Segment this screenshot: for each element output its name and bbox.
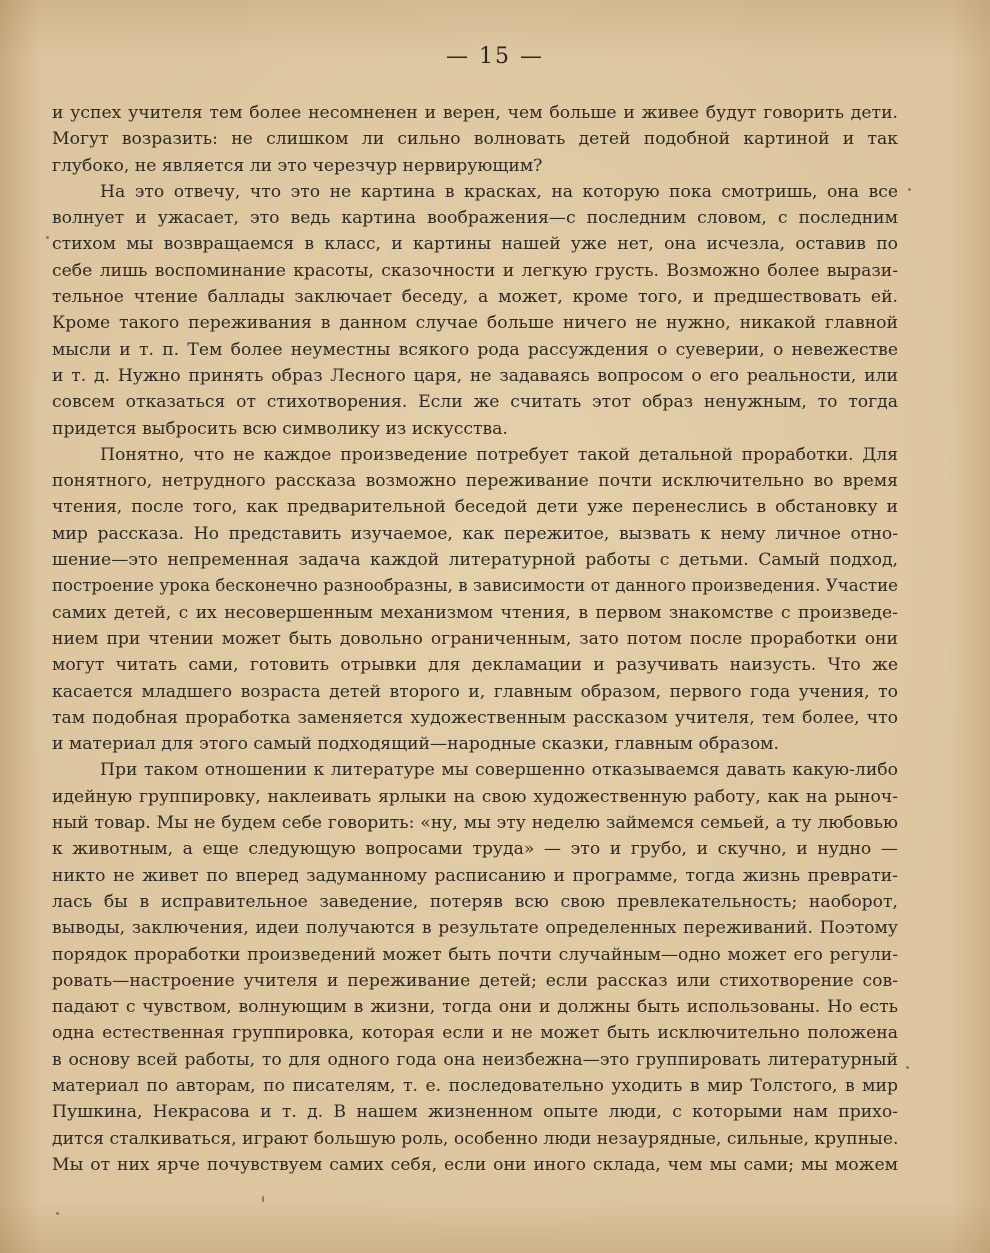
text-line: лась бы в исправительное заведение, потеряв всю свою превлекательность; наоборот, [52,891,898,912]
text-line: мир рассказа. Но представить изучаемое, как пережитое, вызвать к нему личное отно- [52,523,898,544]
text-line: касается младшего возраста детей второго и, главным образом, первого года учения, то [52,681,898,702]
text-line: мысли и т. п. Тем более неуместны всякого рода рассуждения о суеверии, о невежестве [52,339,898,360]
page-number: — 15 — [446,44,544,69]
paper-speck [262,1196,264,1202]
text-line: понятного, нетрудного рассказа возможно переживание почти исключительно во время [52,471,898,492]
text-line: Пушкина, Некрасова и т. д. В нашем жизненном опыте люди, с которыми нам прихо- [52,1102,898,1123]
text-line: При таком отношении к литературе мы совершенно отказываемся давать какую-либо [100,760,898,781]
text-line: ровать—настроение учителя и переживание детей; если рассказ или стихотворение сов- [52,970,898,991]
paper-speck [56,1212,59,1215]
text-line: и материал для этого самый подходящий—народные сказки, главным образом. [52,734,780,755]
text-line: ный товар. Мы не будем себе говорить: «ну, мы эту неделю займемся семьей, а ту любовью [52,813,898,834]
text-line: самих детей, с их несовершенным механизмом чтения, в первом знакомстве с произведе- [52,602,898,623]
text-line: шение—это непременная задача каждой литературной работы с детьми. Самый подход, [52,550,898,571]
text-line: там подобная проработка заменяется художественным рассказом учителя, тем более, что [52,707,898,728]
text-line: Мы от них ярче почувствуем самих себя, если они иного склада, чем мы сами; мы можем [52,1154,898,1175]
text-line: падают с чувством, волнующим в жизни, тогда они и должны быть использованы. Но есть [52,997,898,1018]
text-line: придется выбросить всю символику из искусства. [52,418,508,439]
text-line: Понятно, что не каждое произведение потребует такой детальной проработки. Для [100,444,898,465]
paper-speck [46,236,49,239]
text-line: совсем отказаться от стихотворения. Если же считать этот образ ненужным, то тогда [52,392,898,413]
text-line: в основу всей работы, то для одного года она неизбежна—это группировать литературный [52,1049,898,1070]
text-line: материал по авторам, по писателям, т. е. последовательно уходить в мир Толстого, в мир [52,1075,898,1096]
text-line: порядок проработки произведений может быть почти случайным—одно может его регули- [52,944,898,965]
text-line: к животным, а еще следующую вопросами труда» — это и грубо, и скучно, и нудно — [52,839,898,860]
text-line: могут читать сами, готовить отрывки для декламации и разучивать наизусть. Что же [52,655,898,676]
text-line: никто не живет по вперед задуманному расписанию и программе, тогда жизнь преврати- [52,865,898,886]
text-line: выводы, заключения, идеи получаются в результате определенных переживаний. Поэтому [52,918,898,939]
text-line: Могут возразить: не слишком ли сильно волновать детей подобной картиной и так [52,129,898,150]
text-line: одна естественная группировка, которая если и не может быть исключительно положена [52,1023,898,1044]
text-line: стихом мы возвращаемся в класс, и картины нашей уже нет, она исчезла, оставив по [52,234,898,255]
paper-speck [906,1066,909,1069]
text-line: и т. д. Нужно принять образ Лесного царя, не задаваясь вопросом о его реальности, или [52,365,898,386]
text-line: и успех учителя тем более несомненен и верен, чем больше и живее будут говорить дети. [52,103,898,123]
text-line: идейную группировку, наклеивать ярлыки на свою художественную работу, как на рыноч- [52,786,898,807]
text-line: На это отвечу, что это не картина в красках, на которую пока смотришь, она все [100,181,898,202]
paper-speck [908,188,911,191]
text-line: волнует и ужасает, это ведь картина воображения—с последним словом, с последним [52,208,898,229]
text-line: чтения, после того, как предварительной беседой дети уже перенеслись в обстановку и [52,497,898,518]
body-text [52,100,898,1178]
text-line: построение урока бесконечно разнообразны, в зависимости от данного произведения. Участие [52,576,898,596]
text-line: тельное чтение баллады заключает беседу, а может, кроме того, и предшествовать ей. [52,287,898,308]
text-line: нием при чтении может быть довольно ограниченным, зато потом после проработки они [52,628,898,649]
text-line: себе лишь воспоминание красоты, сказочности и легкую грусть. Возможно более вырази- [52,260,898,281]
text-line: глубоко, не является ли это черезчур нервирующим? [52,155,543,176]
text-line: дится сталкиваться, играют большую роль, особенно люди незаурядные, сильные, крупные. [52,1128,898,1149]
text-line: Кроме такого переживания в данном случае больше ничего не нужно, никакой главной [52,313,898,334]
